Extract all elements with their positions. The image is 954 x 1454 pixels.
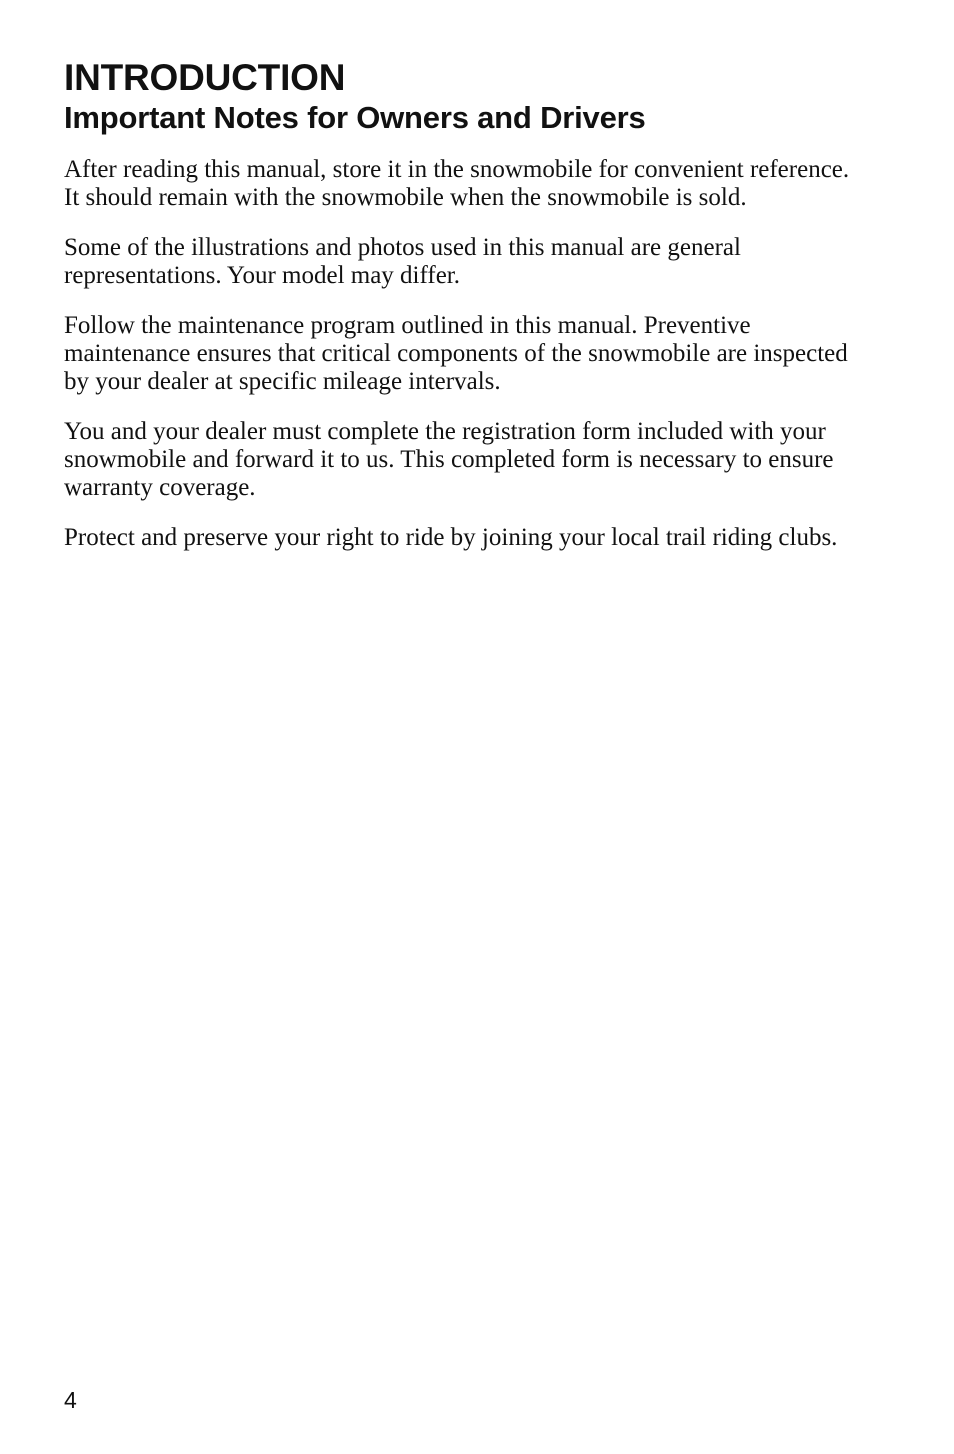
section-title: INTRODUCTION <box>64 57 346 98</box>
page-number: 4 <box>64 1387 77 1413</box>
paragraph-registration: You and your dealer must complete the registration form included with your snowmobile and forward it to us. This completed form is necessary to ensure warranty coverage. <box>64 418 834 501</box>
paragraph-maintenance: Follow the maintenance program outlined in this manual. Preventive maintenance ensures that critical components of the snowmobile are inspected by your dealer at specific mileage intervals. <box>64 312 848 395</box>
section-subtitle: Important Notes for Owners and Drivers <box>64 100 646 135</box>
paragraph-storage: After reading this manual, store it in the snowmobile for convenient reference. It should remain with the snowmobile when the snowmobile is sold. <box>64 156 850 211</box>
manual-page <box>64 56 864 574</box>
body-text <box>64 156 864 552</box>
paragraph-trail-clubs: Protect and preserve your right to ride by joining your local trail riding clubs. <box>64 524 838 551</box>
paragraph-illustrations: Some of the illustrations and photos used in this manual are general representations. Your model may differ. <box>64 234 741 289</box>
